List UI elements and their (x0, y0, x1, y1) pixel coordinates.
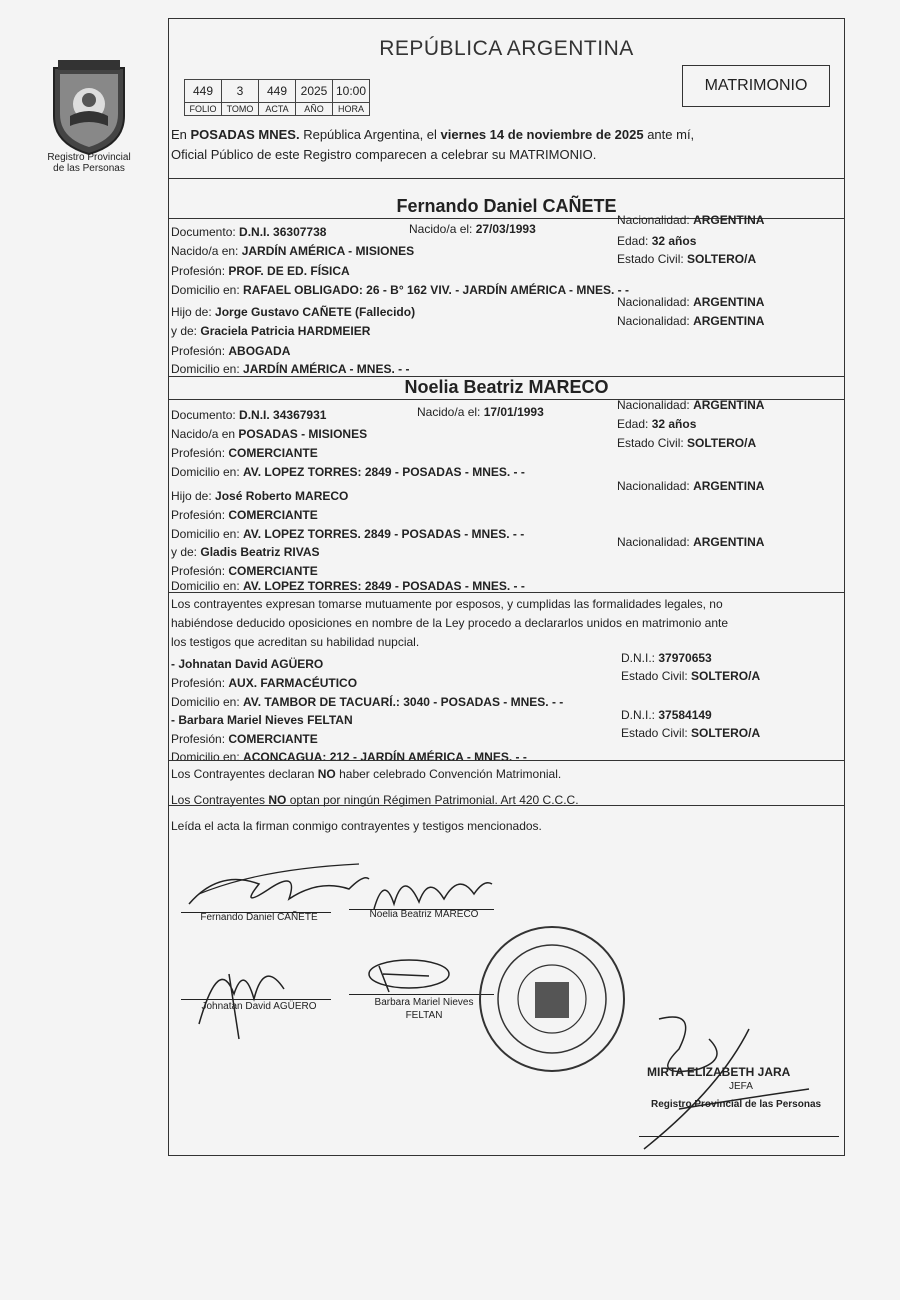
groom-father (171, 305, 415, 319)
bride-age-value: 32 años (651, 417, 697, 431)
groom-civil-status (617, 252, 756, 266)
label: Nacido/a el: (409, 222, 476, 236)
label: Nacionalidad: (617, 535, 694, 549)
groom-mother-addr-value: JARDÍN AMÉRICA - MNES. - - (243, 362, 410, 376)
document-title: REPÚBLICA ARGENTINA (379, 37, 634, 60)
witness1-civil-status (621, 669, 760, 683)
witness1-profession (171, 676, 357, 690)
closing-statement: Leída el acta la firman conmigo contrayentes y testigos mencionados. (171, 819, 542, 833)
label: Profesión: (171, 344, 229, 358)
tomo-value: 3 (222, 80, 259, 103)
intro-city: POSADAS MNES. (190, 127, 300, 142)
bride-addr-value: AV. LOPEZ TORRES: 2849 - POSADAS - MNES. - - (243, 465, 525, 479)
registry-fields-table (184, 79, 370, 116)
intro-date: viernes 14 de noviembre de 2025 (440, 127, 644, 142)
label: Domicilio en: (171, 362, 244, 376)
groom-nat-value: ARGENTINA (693, 213, 765, 227)
intro-line2: Oficial Público de este Registro comparecen a celebrar su MATRIMONIO. (171, 147, 597, 162)
act-type-box: MATRIMONIO (682, 65, 830, 107)
intro-text: En (171, 127, 191, 142)
registry-caption-line1: Registro Provincial (47, 152, 131, 163)
bride-birth-value: 17/01/1993 (483, 405, 544, 419)
label: Estado Civil: (617, 252, 688, 266)
bride-signature-name: Noelia Beatriz MARECO (369, 909, 479, 920)
label: Nacido/a el: (417, 405, 484, 419)
label: Edad: (617, 417, 652, 431)
marriage-certificate (168, 18, 845, 1156)
label: Documento: (171, 225, 240, 239)
bride-mother-profession (171, 564, 318, 578)
label: Domicilio en: (171, 283, 244, 297)
declaration-line2: habiéndose deducido oposiciones en nombre de la Ley procedo a declararlos unidos en matrimonio ante (171, 616, 729, 630)
official-stamp (477, 924, 627, 1074)
witness1-addr-value: AV. TAMBOR DE TACUARÍ.: 3040 - POSADAS - MNES. - - (243, 695, 564, 709)
intro-text: ante mí, (643, 127, 695, 142)
label: Estado Civil: (617, 436, 688, 450)
regime-text: Los Contrayentes declaran (171, 767, 318, 781)
groom-profession (171, 264, 350, 278)
groom-father-value: Jorge Gustavo CAÑETE (Fallecido) (215, 305, 416, 319)
bride-father-address (171, 527, 524, 541)
folio-label: FOLIO (185, 103, 222, 116)
bride-birthplace (171, 427, 367, 441)
groom-birthplace-value: JARDÍN AMÉRICA - MISIONES (241, 244, 415, 258)
regime-no: NO (268, 793, 287, 807)
groom-age-value: 32 años (651, 234, 697, 248)
registry-caption (30, 152, 148, 174)
groom-addr-value: RAFAEL OBLIGADO: 26 - B° 162 VIV. - JARDÍN AMÉRICA - MNES. - - (243, 283, 629, 297)
official-signature-line (639, 1136, 839, 1137)
groom-mother-value: Graciela Patricia HARDMEIER (200, 324, 371, 338)
bride-civil-status (617, 436, 756, 450)
official-role: JEFA (729, 1081, 753, 1092)
regime-text: Los Contrayentes (171, 793, 269, 807)
witness2-name (171, 713, 353, 727)
acta-label: ACTA (259, 103, 296, 116)
witness2-address (171, 750, 527, 764)
acta-value: 449 (259, 80, 296, 103)
bride-mother-prof-value: COMERCIANTE (228, 564, 318, 578)
label: Domicilio en: (171, 527, 244, 541)
groom-nationality (617, 213, 764, 227)
bride-mother-nationality (617, 535, 764, 549)
bride-father (171, 489, 348, 503)
witness2-signature-line (349, 994, 494, 995)
witness2-profession (171, 732, 318, 746)
year-value: 2025 (296, 80, 333, 103)
bride-mother-addr-value: AV. LOPEZ TORRES: 2849 - POSADAS - MNES. - - (243, 579, 525, 593)
year-label: AÑO (296, 103, 333, 116)
witness2-signature-name-line2: FELTAN (405, 1010, 443, 1021)
time-value: 10:00 (333, 80, 370, 103)
label: y de: (171, 545, 201, 559)
label: Profesión: (171, 446, 229, 460)
label: Hijo de: (171, 489, 216, 503)
bride-mother (171, 545, 320, 559)
witness2-addr-value: ACONCAGUA: 212 - JARDÍN AMÉRICA - MNES. - - (243, 750, 527, 764)
witness1-name (171, 657, 323, 671)
time-label: HORA (333, 103, 370, 116)
bride-prof-value: COMERCIANTE (228, 446, 318, 460)
bride-profession (171, 446, 318, 460)
divider (169, 178, 844, 179)
label: Estado Civil: (621, 726, 692, 740)
bride-age (617, 417, 696, 431)
label: Profesión: (171, 676, 229, 690)
witness1-dni-value: 37970653 (658, 651, 712, 665)
bride-father-addr-value: AV. LOPEZ TORRES. 2849 - POSADAS - MNES. - - (243, 527, 525, 541)
groom-birthplace (171, 244, 414, 258)
label: Domicilio en: (171, 465, 244, 479)
groom-birthdate (409, 222, 536, 236)
bride-father-profession (171, 508, 318, 522)
bride-address (171, 465, 525, 479)
groom-doc-value: D.N.I. 36307738 (239, 225, 327, 239)
regime-text: optan por ningún Régimen Patrimonial. Art 420 C.C.C. (286, 793, 579, 807)
witness1-signature-name: Johnatan David AGÜERO (201, 1001, 317, 1012)
groom-document (171, 225, 326, 239)
bride-father-nat-value: ARGENTINA (693, 479, 765, 493)
witness1-signature (189, 944, 309, 1044)
bride-birthdate (417, 405, 544, 419)
registry-caption-line2: de las Personas (53, 163, 125, 174)
tomo-label: TOMO (222, 103, 259, 116)
divider (169, 760, 844, 761)
bride-mother-nat-value: ARGENTINA (693, 535, 765, 549)
misiones-seal-logo (48, 56, 130, 156)
label: D.N.I.: (621, 651, 659, 665)
groom-mother (171, 324, 370, 338)
witness2-signature (359, 954, 459, 999)
witness2-signature-name-line1: Barbara Mariel Nieves (374, 997, 474, 1008)
groom-father-nat-value: ARGENTINA (693, 295, 765, 309)
label: Edad: (617, 234, 652, 248)
label: y de: (171, 324, 201, 338)
witness2-dni-value: 37584149 (658, 708, 712, 722)
label: Documento: (171, 408, 240, 422)
bride-father-prof-value: COMERCIANTE (228, 508, 318, 522)
intro-text: República Argentina, el (299, 127, 441, 142)
label: Nacionalidad: (617, 479, 694, 493)
groom-name: Fernando Daniel CAÑETE (396, 196, 617, 216)
divider (169, 592, 844, 593)
bride-civil-value: SOLTERO/A (687, 436, 757, 450)
witness1-name-value: - Johnatan David AGÜERO (171, 657, 324, 671)
label: Domicilio en: (171, 579, 244, 593)
bride-mother-value: Gladis Beatriz RIVAS (200, 545, 320, 559)
groom-mother-address (171, 362, 409, 376)
witness2-prof-value: COMERCIANTE (228, 732, 318, 746)
bride-nationality (617, 398, 764, 412)
witness1-civil-value: SOLTERO/A (691, 669, 761, 683)
bride-father-value: José Roberto MARECO (215, 489, 349, 503)
declaration-line3: los testigos que acreditan su habilidad nupcial. (171, 635, 420, 649)
regime-text: haber celebrado Convención Matrimonial. (335, 767, 562, 781)
label: Domicilio en: (171, 695, 244, 709)
witness1-signature-line (181, 999, 331, 1000)
label: Nacido/a en: (171, 244, 242, 258)
intro-paragraph (171, 125, 841, 165)
label: Profesión: (171, 732, 229, 746)
regime-line1 (171, 767, 561, 781)
label: Hijo de: (171, 305, 216, 319)
official-name: MIRTA ELIZABETH JARA (647, 1065, 791, 1079)
label: Nacionalidad: (617, 295, 694, 309)
bride-doc-value: D.N.I. 34367931 (239, 408, 327, 422)
label: D.N.I.: (621, 708, 659, 722)
groom-mother-profession (171, 344, 290, 358)
groom-mother-nationality (617, 314, 764, 328)
folio-value: 449 (185, 80, 222, 103)
witness2-dni (621, 708, 712, 722)
label: Nacido/a en (171, 427, 239, 441)
bride-nat-value: ARGENTINA (693, 398, 765, 412)
regime-no: NO (317, 767, 336, 781)
official-organization: Registro Provincial de las Personas (651, 1099, 822, 1110)
bride-document (171, 408, 326, 422)
label: Profesión: (171, 564, 229, 578)
label: Profesión: (171, 264, 229, 278)
bride-name: Noelia Beatriz MARECO (404, 377, 609, 397)
label: Nacionalidad: (617, 398, 694, 412)
groom-prof-value: PROF. DE ED. FÍSICA (228, 264, 350, 278)
label: Nacionalidad: (617, 314, 694, 328)
label: Nacionalidad: (617, 213, 694, 227)
witness1-address (171, 695, 563, 709)
witness2-civil-value: SOLTERO/A (691, 726, 761, 740)
groom-mother-nat-value: ARGENTINA (693, 314, 765, 328)
divider (169, 805, 844, 806)
groom-address (171, 283, 629, 297)
declaration-line1: Los contrayentes expresan tomarse mutuamente por esposos, y cumplidas las formalidades legales, no (171, 597, 723, 611)
witness2-civil-status (621, 726, 760, 740)
groom-mother-prof-value: ABOGADA (228, 344, 291, 358)
groom-birth-value: 27/03/1993 (475, 222, 536, 236)
label: Domicilio en: (171, 750, 244, 764)
label: Profesión: (171, 508, 229, 522)
groom-father-nationality (617, 295, 764, 309)
witness2-name-value: - Barbara Mariel Nieves FELTAN (171, 713, 353, 727)
bride-birthplace-value: POSADAS - MISIONES (238, 427, 368, 441)
groom-age (617, 234, 696, 248)
label: Estado Civil: (621, 669, 692, 683)
witness1-dni (621, 651, 712, 665)
groom-signature-name: Fernando Daniel CAÑETE (200, 912, 318, 923)
groom-civil-value: SOLTERO/A (687, 252, 757, 266)
bride-mother-address (171, 579, 525, 593)
witness1-prof-value: AUX. FARMACÉUTICO (228, 676, 358, 690)
bride-father-nationality (617, 479, 764, 493)
